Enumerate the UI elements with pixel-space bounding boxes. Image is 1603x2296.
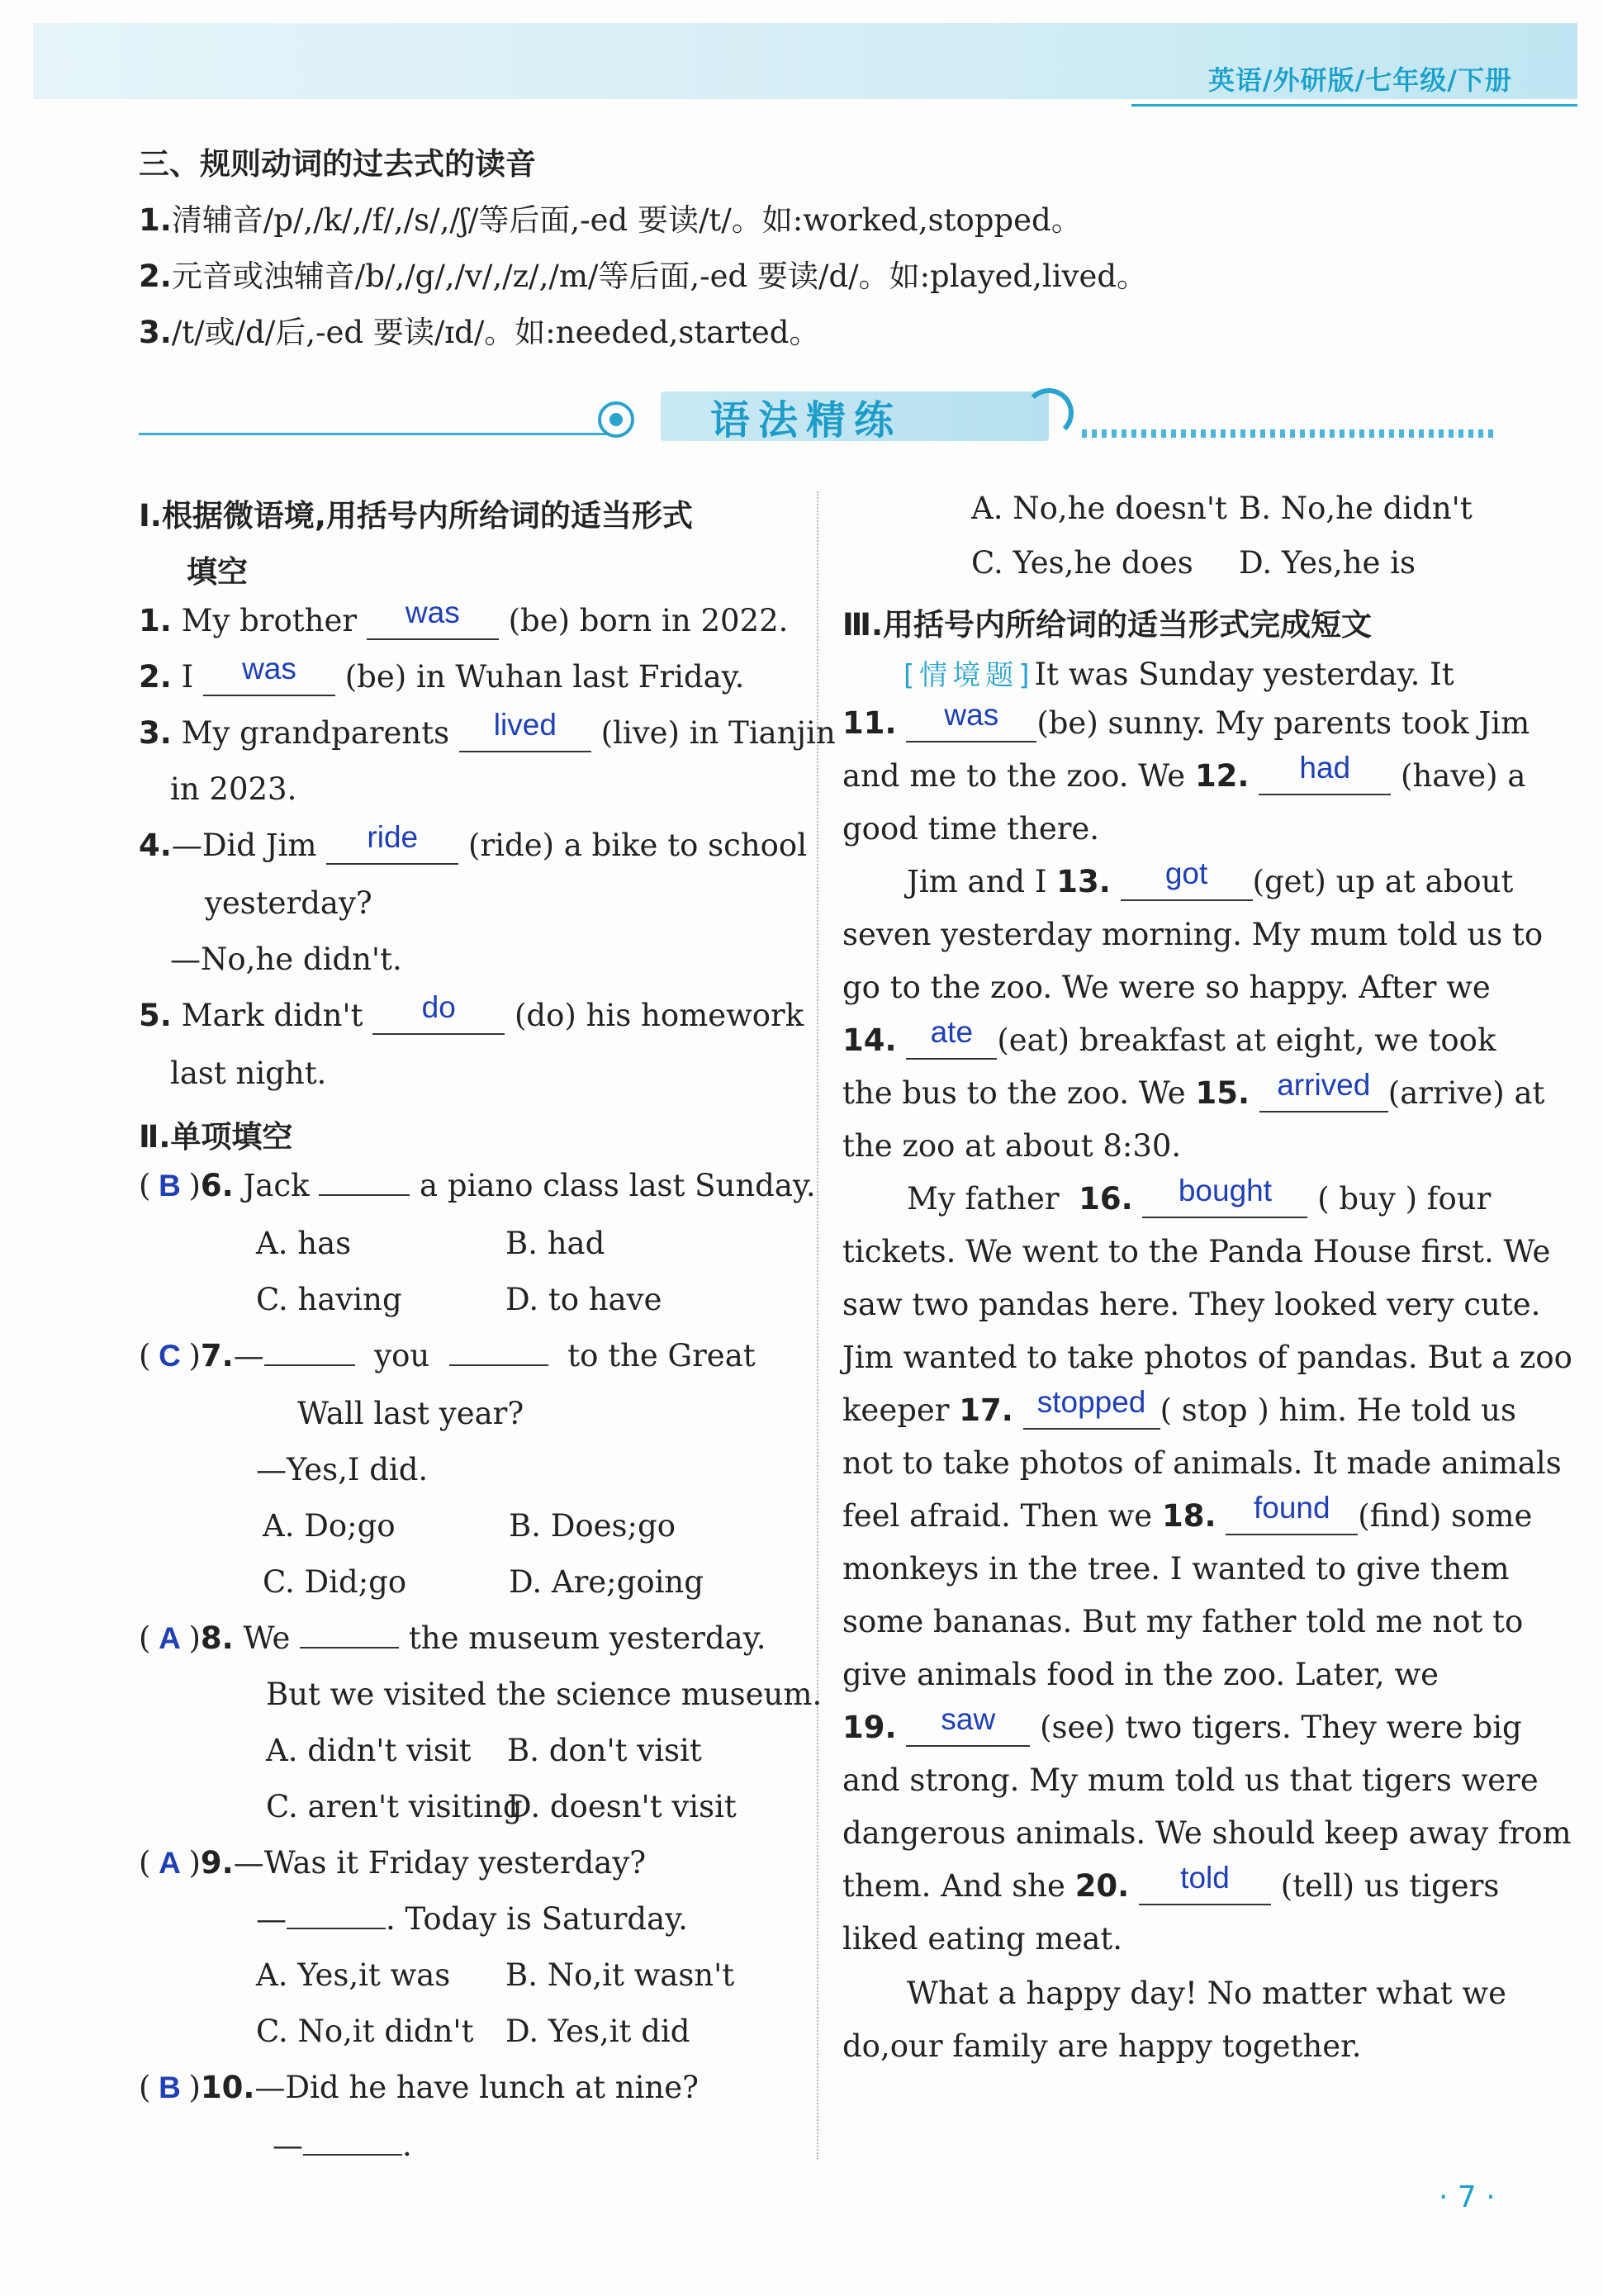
option-6a: A. has bbox=[256, 1226, 352, 1261]
passage-p3-line13: dangerous animals. We should keep away from bbox=[842, 1815, 1572, 1851]
answer-7: C bbox=[159, 1339, 181, 1373]
passage-p1-line4: good time there. bbox=[842, 811, 1100, 847]
passage-p2-line4: 14. ate (eat) breakfast at eight, we took bbox=[842, 1015, 1496, 1058]
passage-p4-line1: What a happy day! No matter what we bbox=[907, 1976, 1506, 2011]
passage-p3-line12: and strong. My mum told us that tigers were bbox=[842, 1762, 1539, 1798]
option-6c: C. having bbox=[256, 1282, 402, 1317]
passage-p2-line1: Jim and I 13. got (get) up at about bbox=[907, 856, 1514, 899]
rule-1: 1.清辅音/p/,/k/,/f/,/s/,/ʃ/等后面,-ed 要读/t/。如:worked,stopped。 bbox=[139, 202, 1082, 238]
passage-p1-line1: [情境题]It was Sunday yesterday. It bbox=[903, 657, 1454, 692]
question-7-reply: —Yes,I did. bbox=[256, 1452, 429, 1487]
answer-18: found bbox=[1253, 1491, 1330, 1525]
passage-p3-line5: keeper 17. stopped ( stop ) him. He told us bbox=[842, 1385, 1516, 1428]
passage-p2-line3: go to the zoo. We were so happy. After we bbox=[842, 970, 1491, 1005]
answer-5: do bbox=[421, 990, 456, 1024]
question-7: ( C )7.— you to the Great bbox=[139, 1338, 756, 1373]
question-10: ( B )10.—Did he have lunch at nine? bbox=[139, 2070, 700, 2105]
option-7b: B. Does;go bbox=[509, 1508, 676, 1544]
option-9b: B. No,it wasn't bbox=[505, 1957, 735, 1993]
page-number: · 7 · bbox=[1439, 2180, 1496, 2214]
passage-p2-line2: seven yesterday morning. My mum told us to bbox=[842, 917, 1544, 952]
part3-title: Ⅲ.用括号内所给词的适当形式完成短文 bbox=[842, 607, 1373, 643]
question-5-cont: last night. bbox=[170, 1055, 327, 1091]
passage-p1-line2: 11. was (be) sunny. My parents took Jim bbox=[842, 698, 1530, 741]
banner-dots bbox=[1082, 429, 1495, 438]
passage-p2-line6: the zoo at about 8:30. bbox=[842, 1128, 1182, 1164]
rule-3: 3./t/或/d/后,-ed 要读/ɪd/。如:needed,started。 bbox=[139, 315, 820, 350]
question-6: ( B )6. Jack a piano class last Sunday. bbox=[139, 1168, 816, 1203]
header-stripes bbox=[1520, 61, 1570, 88]
header-title: 英语/外研版/七年级/下册 bbox=[1207, 64, 1512, 96]
question-10-reply: — . bbox=[273, 2128, 412, 2163]
passage-p3-line6: not to take photos of animals. It made animals bbox=[842, 1445, 1562, 1481]
passage-p3-line2: tickets. We went to the Panda House first. We bbox=[842, 1234, 1551, 1269]
rule-2: 2.元音或浊辅音/b/,/g/,/v/,/z/,/m/等后面,-ed 要读/d/。如:played,lived。 bbox=[139, 259, 1148, 294]
option-9d: D. Yes,it did bbox=[505, 2014, 690, 2049]
answer-20: told bbox=[1180, 1861, 1230, 1895]
passage-p1-line3: and me to the zoo. We 12. had (have) a bbox=[842, 751, 1526, 794]
option-9a: A. Yes,it was bbox=[256, 1957, 451, 1993]
question-2: 2. I was (be) in Wuhan last Friday. bbox=[139, 652, 745, 695]
option-10a: A. No,he doesn't bbox=[971, 491, 1227, 526]
answer-3: lived bbox=[493, 708, 557, 742]
question-4: 4.—Did Jim ride (ride) a bike to school bbox=[139, 820, 808, 863]
question-3: 3. My grandparents lived (live) in Tianjin bbox=[139, 708, 836, 751]
passage-p2-line5: the bus to the zoo. We 15. arrived (arrive) at bbox=[842, 1068, 1545, 1111]
answer-9: A bbox=[159, 1846, 181, 1880]
answer-12: had bbox=[1299, 751, 1351, 785]
answer-17: stopped bbox=[1036, 1385, 1146, 1419]
part1-title-cont: 填空 bbox=[187, 554, 248, 590]
question-4-cont: yesterday? bbox=[205, 885, 372, 921]
header-underline bbox=[1131, 104, 1577, 107]
option-6d: D. to have bbox=[505, 1282, 662, 1317]
passage-p3-line1: My father 16. bought ( buy ) four bbox=[907, 1174, 1492, 1217]
passage-p3-line4: Jim wanted to take photos of pandas. But a zoo bbox=[842, 1340, 1572, 1375]
part2-title: Ⅱ.单项填空 bbox=[139, 1119, 293, 1155]
answer-4: ride bbox=[367, 820, 419, 854]
passage-p3-line10: give animals food in the zoo. Later, we bbox=[842, 1657, 1439, 1692]
option-7d: D. Are;going bbox=[509, 1564, 704, 1600]
question-8-cont: But we visited the science museum. bbox=[266, 1677, 823, 1712]
passage-p3-line7: feel afraid. Then we 18. found (find) some bbox=[842, 1491, 1533, 1534]
option-8c: C. aren't visiting bbox=[266, 1789, 523, 1824]
question-7-cont: Wall last year? bbox=[297, 1396, 524, 1431]
answer-13: got bbox=[1164, 856, 1208, 890]
option-9c: C. No,it didn't bbox=[256, 2014, 474, 2049]
answer-15: arrived bbox=[1277, 1068, 1371, 1102]
option-8d: D. doesn't visit bbox=[507, 1789, 737, 1824]
question-1: 1. My brother was (be) born in 2022. bbox=[139, 595, 789, 638]
question-4-reply: —No,he didn't. bbox=[170, 942, 402, 977]
option-10b: B. No,he didn't bbox=[1239, 491, 1473, 526]
part1-title: Ⅰ.根据微语境,用括号内所给词的适当形式 bbox=[139, 498, 693, 534]
answer-2: was bbox=[242, 652, 296, 685]
option-10c: C. Yes,he does bbox=[971, 545, 1193, 581]
answer-10: B bbox=[159, 2071, 181, 2104]
option-7a: A. Do;go bbox=[263, 1508, 396, 1544]
context-tag: [情境题] bbox=[903, 659, 1035, 692]
option-8a: A. didn't visit bbox=[266, 1733, 472, 1768]
question-9-reply: — . Today is Saturday. bbox=[256, 1901, 688, 1937]
passage-p3-line15: liked eating meat. bbox=[842, 1921, 1123, 1957]
option-10d: D. Yes,he is bbox=[1239, 545, 1416, 581]
answer-19: saw bbox=[941, 1702, 996, 1736]
passage-p3-line11: 19. saw (see) two tigers. They were big bbox=[842, 1702, 1522, 1745]
passage-p3-line14: them. And she 20. told (tell) us tigers bbox=[842, 1861, 1500, 1904]
passage-p3-line3: saw two pandas here. They looked very cute. bbox=[842, 1287, 1541, 1322]
banner-title: 语法精练 bbox=[710, 397, 903, 444]
target-icon bbox=[598, 401, 634, 438]
question-9: ( A )9.—Was it Friday yesterday? bbox=[139, 1845, 647, 1881]
passage-p3-line9: some bananas. But my father told me not to bbox=[842, 1604, 1524, 1639]
option-6b: B. had bbox=[505, 1226, 605, 1261]
answer-1: was bbox=[405, 595, 460, 629]
option-7c: C. Did;go bbox=[263, 1564, 407, 1600]
passage-p4-line2: do,our family are happy together. bbox=[842, 2028, 1362, 2064]
passage-p3-line8: monkeys in the tree. I wanted to give them bbox=[842, 1551, 1510, 1587]
banner-line bbox=[139, 433, 609, 435]
question-8: ( A )8. We the museum yesterday. bbox=[139, 1620, 766, 1656]
question-3-cont: in 2023. bbox=[170, 771, 297, 807]
answer-6: B bbox=[159, 1169, 181, 1203]
answer-16: bought bbox=[1178, 1174, 1273, 1207]
answer-8: A bbox=[159, 1621, 181, 1655]
question-5: 5. Mark didn't do (do) his homework bbox=[139, 990, 804, 1033]
answer-14: ate bbox=[930, 1015, 974, 1049]
option-8b: B. don't visit bbox=[507, 1733, 702, 1768]
swirl-icon bbox=[1024, 388, 1074, 438]
answer-11: was bbox=[944, 698, 999, 732]
section-title: 三、规则动词的过去式的读音 bbox=[139, 146, 536, 182]
